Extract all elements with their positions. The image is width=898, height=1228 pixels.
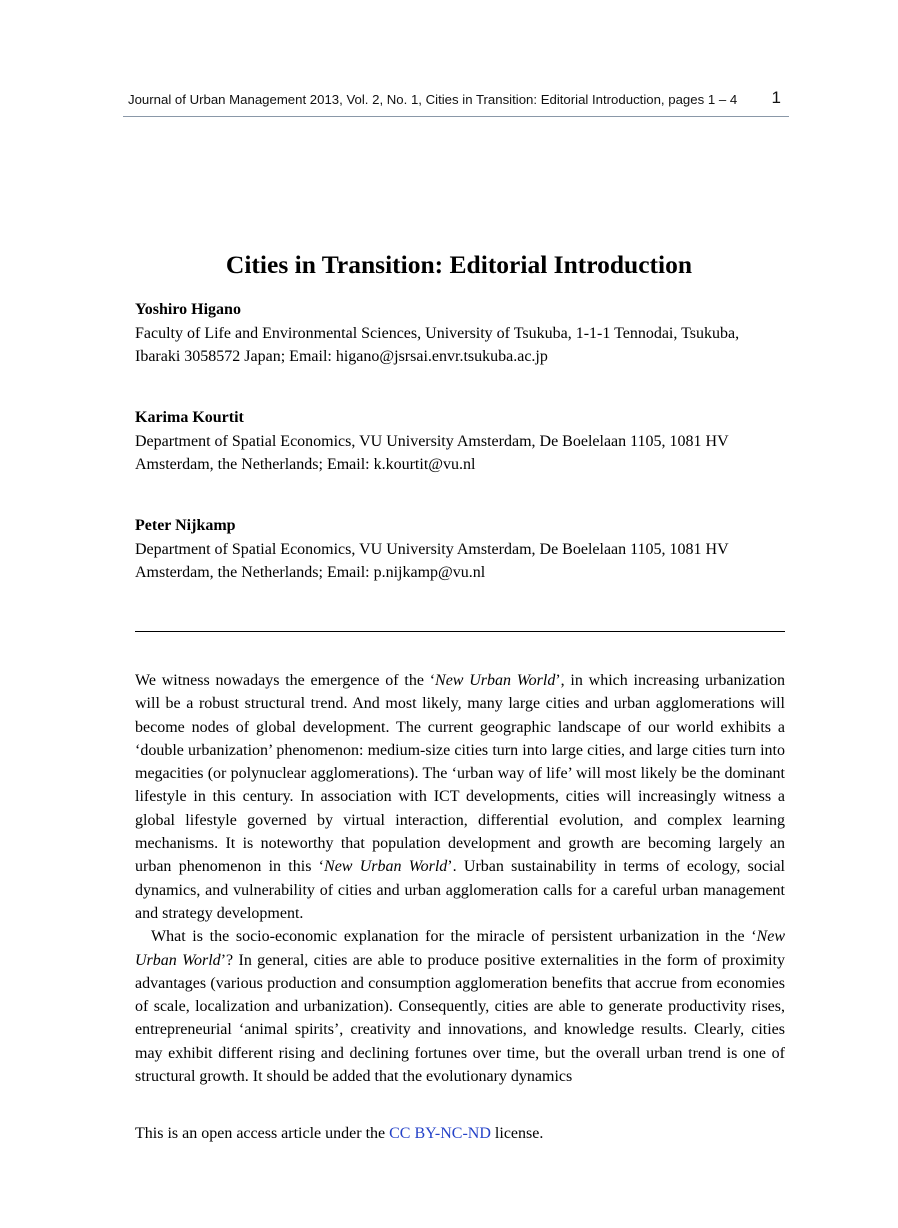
italic-term: New Urban World	[435, 672, 556, 689]
article-title: Cities in Transition: Editorial Introduction	[225, 250, 693, 279]
italic-term: New Urban World	[135, 928, 785, 969]
license-text: This is an open access article under the	[135, 1125, 390, 1142]
license-text: license.	[490, 1125, 544, 1142]
text-run: What is the socio-economic explanation for the miracle of persistent urbanization in the ‘	[151, 928, 757, 946]
article-body	[135, 669, 785, 1088]
journal-citation: Journal of Urban Management 2013, Vol. 2, No. 1, Cities in Transition: Editorial Introduction, pages 1 – 4	[128, 92, 738, 107]
page-number: 1	[771, 88, 781, 107]
author-block-2	[135, 406, 785, 477]
text-run: We witness nowadays the emergence of the ‘	[135, 672, 436, 689]
author-name: Peter Nijkamp	[135, 517, 236, 534]
section-divider	[135, 631, 785, 632]
author-affiliation: Department of Spatial Economics, VU University Amsterdam, De Boelelaan 1105, 1081 HV Amsterdam, the Netherlands; Email: p.nijkamp@vu.nl	[135, 540, 729, 581]
body-paragraph	[135, 669, 785, 925]
text-run: ’. Urban sustainability in terms of ecology, social dynamics, and vulnerability of cities and urban agglomeration calls for a careful urban management and strategy development.	[135, 858, 786, 922]
author-block-1	[135, 298, 785, 369]
author-name: Karima Kourtit	[135, 409, 244, 426]
license-footer	[135, 1125, 543, 1143]
author-affiliation: Department of Spatial Economics, VU University Amsterdam, De Boelelaan 1105, 1081 HV Amsterdam, the Netherlands; Email: k.kourtit@vu.nl	[135, 432, 729, 473]
body-paragraph	[135, 925, 785, 1088]
author-name: Yoshiro Higano	[135, 301, 241, 318]
italic-term: New Urban World	[324, 858, 448, 876]
author-block-3	[135, 514, 785, 585]
text-run: ’, in which increasing urbanization will be a robust structural trend. And most likely, many large cities and urban agglomerations will become nodes of global development. The current geographic landscape of our world exhibits a ‘double urbanization’ phenomenon: medium-size cities turn into large cities, and large cities turn into megacities (or polynuclear agglomerations). The ‘urban way of life’ will most likely be the dominant lifestyle in this century. In association with ICT developments, cities will increasingly witness a global lifestyle governed by virtual interaction, differential evolution, and complex learning mechanisms. It is noteworthy that population development and growth are becoming largely an urban phenomenon in this ‘	[135, 672, 785, 876]
running-header	[123, 88, 789, 117]
author-affiliation: Faculty of Life and Environmental Sciences, University of Tsukuba, 1-1-1 Tennodai, Tsukuba, Ibaraki 3058572 Japan; Email: higano@jsrsai.envr.tsukuba.ac.jp	[135, 324, 740, 365]
text-run: ’? In general, cities are able to produce positive externalities in the form of proximity advantages (various production and consumption agglomeration benefits that accrue from economies of scale, localization and urbanization). Consequently, cities are able to generate productivity rises, entrepreneurial ‘animal spirits’, creativity and innovations, and knowledge results. Clearly, cities may exhibit different rising and declining fortunes over time, but the overall urban trend is one of structural growth. It should be added that the evolutionary dynamics	[135, 951, 786, 1086]
license-link[interactable]: CC BY-NC-ND	[389, 1125, 491, 1142]
